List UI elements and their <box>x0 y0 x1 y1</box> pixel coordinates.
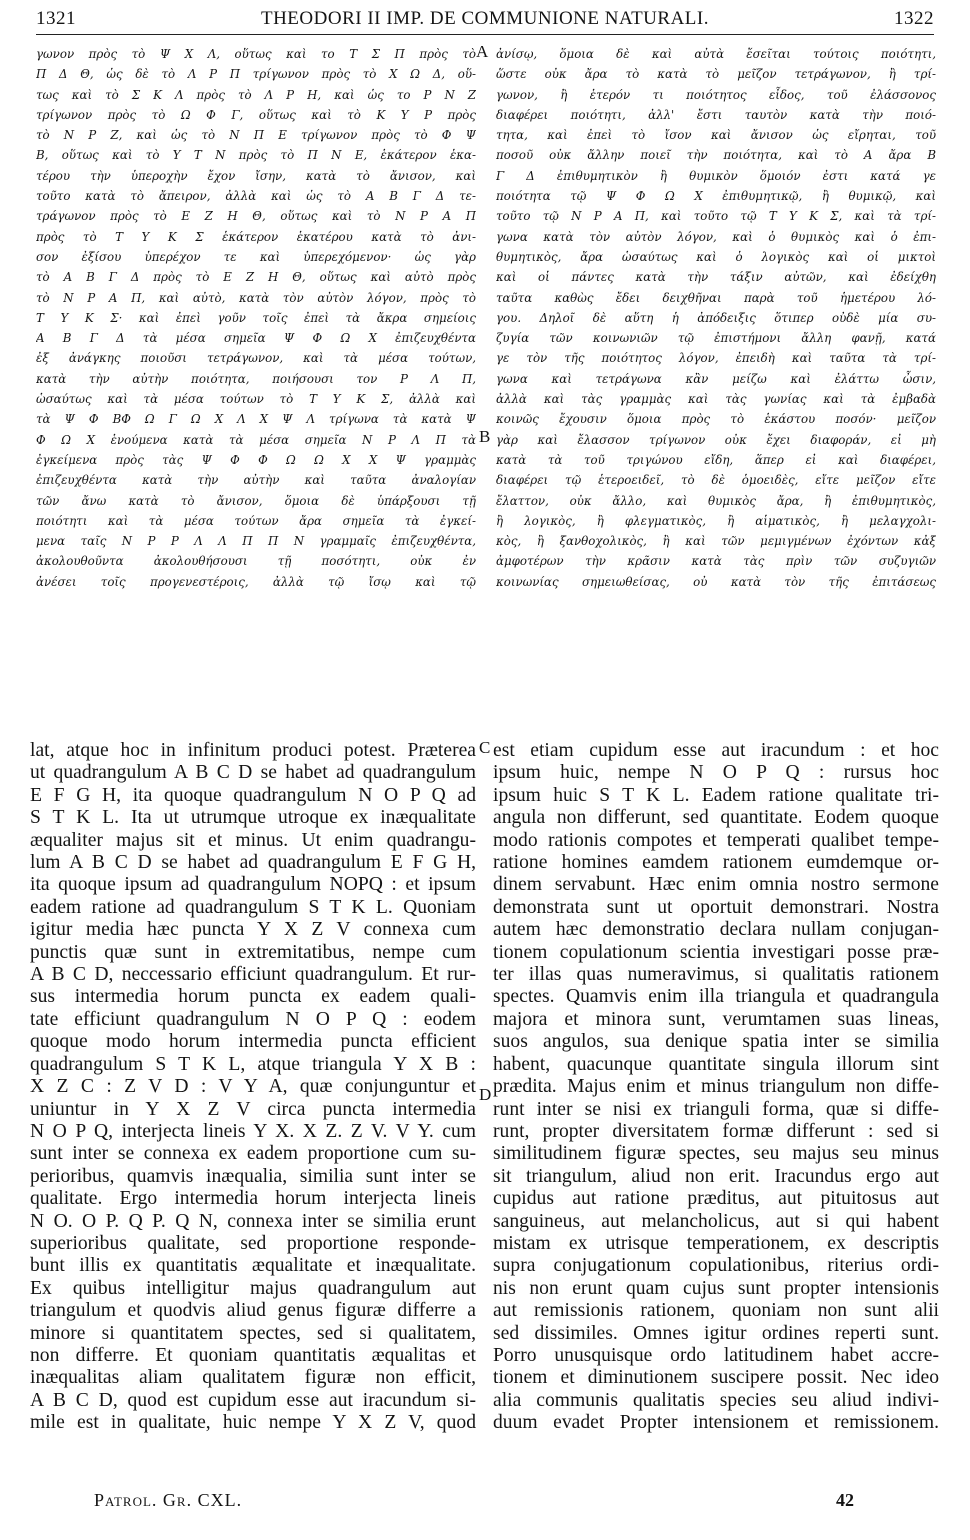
latin-line: A B C D, neccessario efficiunt quadrangulum. Et rur- <box>30 964 476 986</box>
latin-line: non differre. Et quoniam quantitatis æqualitas et <box>30 1344 476 1366</box>
greek-line: ἀκολουθοῦντα ἀκολουθήσουσι τῇ ποσότητι, οὐκ ἐν <box>36 554 476 569</box>
latin-line: angula non differunt, sed quantitate. Eodem quoque <box>493 807 939 829</box>
latin-line: autem hæc demonstratio declara nullam conjugan- <box>493 919 939 941</box>
latin-line: lat, atque hoc in infinitum produci potest. Præterea <box>30 740 476 761</box>
latin-column-right <box>493 740 939 1475</box>
latin-line: A B C D, quod est cupidum esse aut iracundum si- <box>30 1389 476 1411</box>
greek-line: τητα, καὶ ἐπεὶ τὸ ἴσον καὶ ἄνισον ὡς εἴρηται, τοῦ <box>496 128 936 143</box>
greek-line: Π Δ Θ, ὡς δὲ τὸ Λ Ρ Π τρίγωνον πρὸς τὸ Χ Ω Δ, οὕ- <box>36 67 476 82</box>
greek-line: γὰρ καὶ ἔλασσον τρίγωνον οὐκ ἔχει διαφοράν, εἰ μὴ <box>496 432 936 447</box>
greek-line: τοῦτο κατὰ τὸ ἄπειρον, ἀλλὰ καὶ ὡς τὸ Α Β Γ Δ τε- <box>36 189 476 204</box>
latin-line: tionem et diminutionem suscipere possit. Nec ideo <box>493 1367 939 1389</box>
greek-line: τέρου τὴν ὑπεροχὴν ἔχον ἴσην, κατὰ τὸ ἄνισον, καὶ <box>36 168 476 183</box>
greek-line: ποσοῦ οὐκ ἄλλην ποιεῖ τὴν ποιότητα, καὶ τὸ Α ἄρα Β <box>496 148 936 163</box>
latin-line: tate efficiunt quadrangulum N O P Q : eodem <box>30 1008 476 1030</box>
latin-line: æqualiter majus sit et minus. Ut enim quadrangu- <box>30 829 476 851</box>
latin-line: minore si quantitatem spectes, sed si qualitatem, <box>30 1322 476 1344</box>
latin-line: majora et minora sunt, verumtamen suas lineas, <box>493 1008 939 1030</box>
latin-line: habent, quacunque quantitate singula illorum sint <box>493 1053 939 1075</box>
latin-line: duum evadet Propter intensionem et remissionem. <box>493 1412 939 1434</box>
greek-column-right <box>496 44 936 704</box>
section-marker-d: D <box>479 1085 492 1104</box>
latin-line: suos angulos, sua denique spatia inter se similia <box>493 1031 939 1053</box>
greek-line: ἀνέσει τοῖς προγενεστέροις, ἀλλὰ τῷ ἴσῳ καὶ τῷ <box>36 574 476 589</box>
latin-line: supra conjugationum copulationibus, riterius ordi- <box>493 1255 939 1277</box>
latin-line: lum A B C D se habet ad quadrangulum E F G H, <box>30 852 476 874</box>
signature-mark: Patrol. Gr. CXL. <box>94 1490 243 1510</box>
greek-line: καὶ οἱ πάντες κατὰ τὴν τάξιν αὐτῶν, καὶ ἐδείχθη <box>496 270 936 285</box>
latin-line: alia communis qualitatis species seu aliud indivi- <box>493 1389 939 1411</box>
latin-line: sunt inter se connexa ex eadem proportione cum su- <box>30 1143 476 1165</box>
latin-line: ipsum huic, nempe N O P Q : rursus hoc <box>493 762 939 784</box>
greek-line: τράγωνον πρὸς τὸ Ε Ζ Η Θ, οὕτως καὶ τὸ Ν Ρ Α Π <box>36 209 476 224</box>
greek-line: κοινωνίας σημειωθείσας, οὐ κατὰ τὸν τῆς ἐπιτάσεως <box>496 574 936 589</box>
latin-line: cupidus aut ratione præditus, aut pituitosus aut <box>493 1188 939 1210</box>
greek-line: ἀλλὰ καὶ τὰς γραμμὰς καὶ τὰς γωνίας καὶ τὰ ἐμβαδὰ <box>496 392 936 407</box>
latin-line: tionem copulationum scientia investigari posse præ- <box>493 941 939 963</box>
greek-line: Γ Δ ἐπιθυμητικὸν ἢ θυμικὸν ὅμοιόν ἐστι κατά γε <box>496 168 936 183</box>
section-marker-a: A <box>476 42 489 61</box>
latin-line: N O. O P. Q P. Q N, connexa inter se similia erunt <box>30 1210 476 1232</box>
latin-column-left <box>30 740 476 1475</box>
latin-line: igitur media hæc puncta Y X Z V connexa cum <box>30 919 476 941</box>
latin-line: ita quoque ipsum ad quadrangulum NOPQ : et ipsum <box>30 874 476 896</box>
greek-line: τῶν ἄνω κατὰ τὸ ἄνισον, ὅμοια δὲ ὑπάρξουσι τῇ <box>36 493 476 508</box>
greek-line: τὸ Α Β Γ Δ πρὸς τὸ Ε Ζ Η Θ, οὕτως καὶ αὐτὸ πρὸς <box>36 270 476 285</box>
latin-line: eadem ratione ad quadrangulum S T K L. Quoniam <box>30 896 476 918</box>
greek-line: κὸς, ἢ ξανθοχολικὸς, ἢ καὶ τῶν μεμιγμένων ἐχόντων κἀξ <box>496 534 936 549</box>
latin-line: modo rationis compotes et temperati qualibet tempe- <box>493 829 939 851</box>
greek-line: τως καὶ τὸ Σ Κ Λ πρὸς τὸ Λ Ρ Η, καὶ ὡς το Ρ Ν Ζ <box>36 87 476 102</box>
latin-line: sanguineus, aut melancholicus, aut si qui habent <box>493 1210 939 1232</box>
greek-line: διαφέρει τῷ ἑτεροειδεῖ, τὸ δὲ ὁμοειδὲς, εἴτε μεῖζον εἴτε <box>496 473 936 488</box>
page-number-right: 1322 <box>894 8 934 29</box>
greek-line: πρὸς τὸ Τ Υ Κ Σ ἑκάτερον ἑκατέρου κατὰ τὸ ἀνι- <box>36 229 476 244</box>
latin-line: N O P Q, interjecta lineis Y X. X Z. Z V. V Y. cum <box>30 1120 476 1142</box>
greek-line: κατὰ τὴν αὐτὴν ποιότητα, ποιήσουσι τον Ρ Λ Π, <box>36 371 476 386</box>
latin-line: Ex quibus intelligitur majus quadrangulum aut <box>30 1277 476 1299</box>
latin-line: spectes. Quamvis enim illa triangula et quadrangula <box>493 986 939 1008</box>
latin-line: demonstrata sunt ut oportuit demonstrari. Nostra <box>493 896 939 918</box>
latin-line: triangulum et quodvis aliud genus figuræ differre a <box>30 1300 476 1322</box>
greek-line: τὰ Ψ Φ ΒΦ Ω Γ Ω Χ Λ Χ Ψ Λ τρίγωνα τὰ κατὰ Ψ <box>36 412 476 427</box>
greek-line: ἀμφοτέρων τὴν κρᾶσιν κατὰ τὰς πρὶν τῶν συζυγιῶν <box>496 554 936 569</box>
greek-line: τρίγωνον πρὸς τὸ Ω Φ Γ, οὕτως καὶ τὸ Κ Υ Ρ πρὸς <box>36 107 476 122</box>
greek-column-left <box>36 44 476 704</box>
latin-line: runt, propter diversitatem formæ differunt : sed si <box>493 1120 939 1142</box>
greek-line: γε τὸν τῆς ποιότητος λόγον, ἐπειδὴ καὶ ταῦτα τὰ τρί- <box>496 351 936 366</box>
greek-line: διαφέρει ποιότητι, ἀλλ' ἔστι ταυτὸν κατὰ τὴν ποιό- <box>496 107 936 122</box>
latin-line: S T K L. Ita ut utrumque utroque ex inæqualitate <box>30 807 476 829</box>
greek-line: Β, οὕτως καὶ τὸ Υ Τ Ν πρὸς τὸ Π Ν Ε, ἑκάτερον ἑκα- <box>36 148 476 163</box>
latin-line: Porro unusquisque ordo latitudinem habet accre- <box>493 1344 939 1366</box>
latin-line: ter illas quas numeravimus, si qualitatis rationem <box>493 964 939 986</box>
latin-line: superioribus qualitate, sed proportione responde- <box>30 1232 476 1254</box>
greek-line: τὸ Ν Ρ Α Π, καὶ αὐτὸ, κατὰ τὸν αὐτὸν λόγον, πρὸς τὸ <box>36 290 476 305</box>
latin-line: qualitate. Ergo intermedia horum interjecta lineis <box>30 1188 476 1210</box>
latin-line: dinem servabunt. Hæc enim omnia nostro sermone <box>493 874 939 896</box>
greek-line: κοινῶς ἔχουσιν ὅμοια πρὸς τὸ ἑκάστου ποσόν· μεῖζον <box>496 412 936 427</box>
latin-line: ratione homines eamdem rationem eumdemque or- <box>493 852 939 874</box>
latin-line: punctis quæ sunt in extremitatibus, nempe cum <box>30 941 476 963</box>
greek-line: ἐγκείμενα πρὸς τὰς Ψ Φ Φ Ω Ω Χ Χ Ψ γραμμὰς <box>36 452 476 467</box>
greek-line: Α Β Γ Δ τὰ μέσα σημεῖα Ψ Φ Ω Χ ἐπιζευχθέντα <box>36 331 476 346</box>
sheet-number: 42 <box>836 1490 854 1510</box>
greek-line: ὥστε οὐκ ἄρα τὸ κατὰ τὸ μεῖζον τετράγωνον, ἢ τρί- <box>496 67 936 82</box>
latin-line: aut remissionis rationem, quoniam non sunt alii <box>493 1300 939 1322</box>
page-number-left: 1321 <box>36 8 76 29</box>
latin-line: mile est in qualitate, huic nempe Y X Z V, quod <box>30 1412 476 1434</box>
latin-line: runt inter se nisi ex trianguli forma, quæ si diffe- <box>493 1098 939 1120</box>
latin-line: sit triangulum, aliud non erit. Iracundus ergo aut <box>493 1165 939 1187</box>
latin-line: sed dissimiles. Omnes igitur ordines reperti sunt. <box>493 1322 939 1344</box>
greek-line: γωνα κατὰ τὸν αὐτὸν λόγον, καὶ ὁ θυμικὸς καὶ ὁ ἐπι- <box>496 229 936 244</box>
latin-line: est etiam cupidum esse aut iracundum : et hoc <box>493 740 939 761</box>
running-title: THEODORI II IMP. DE COMMUNIONE NATURALI. <box>260 8 709 29</box>
latin-line: bunt illis ex quantitatis æqualitate et inæqualitate. <box>30 1255 476 1277</box>
greek-line: γωνον πρὸς τὸ Ψ Χ Λ, οὕτως καὶ το Τ Σ Π πρὸς τὸ <box>36 47 476 61</box>
latin-line: nis non erunt quam cujus sunt propter intensionis <box>493 1277 939 1299</box>
section-marker-b: B <box>479 427 491 446</box>
greek-line: ἀνίσῳ, ὅμοια δὲ καὶ αὐτὰ ἔσεῖται τούτοις ποιότητι, <box>496 47 936 61</box>
greek-line: ἐπιζευχθέντα κατὰ τὴν αὐτὴν καὶ ταῦτα ἀναλογίαν <box>36 473 476 488</box>
latin-line: inæqualitas aliam qualitatem figuræ non efficit, <box>30 1367 476 1389</box>
latin-line: uniuntur in Y X Z V circa puncta intermedia <box>30 1098 476 1120</box>
greek-line: ἔλαττον, οὐκ ἄλλο, καὶ θυμικὸς ἄρα, ἢ ἐπιθυμητικὸς, <box>496 493 936 508</box>
latin-line: mistam ex utrisque temperationem, ex descriptis <box>493 1232 939 1254</box>
greek-line: γωνα καὶ τετράγωνα κἂν μείζω καὶ ἐλάττω ὦσιν, <box>496 371 936 386</box>
greek-line: ποιότητα τῷ Ψ Φ Ω Χ ἐπιθυμητικῷ, ἢ θυμικῷ, καὶ <box>496 189 936 204</box>
greek-line: Φ Ω Χ ἑνούμενα κατὰ τὰ μέσα σημεῖα Ν Ρ Λ Π τὰ <box>36 432 476 447</box>
greek-line: ἢ λογικὸς, ἢ φλεγματικὸς, ἢ αἱματικὸς, ἢ μελαγχολι- <box>496 513 936 528</box>
greek-line: γωνον, ἢ ἑτερόν τι ποιότητος εἶδος, τοῦ ἐλάσσονος <box>496 87 936 102</box>
latin-line: E F G H, ita quoque quadrangulum N O P Q ad <box>30 784 476 806</box>
greek-line: σον ἐξίσου ὑπερέχον τε καὶ ὑπερεχόμενον· ὡς γὰρ <box>36 249 476 264</box>
latin-line: quoque modo horum intermedia puncta efficient <box>30 1031 476 1053</box>
greek-line: μενα ταῖς Ν Ρ Ρ Λ Λ Π Π Ν γραμμαῖς ἐπιζευχθέντα, <box>36 534 476 549</box>
greek-line: ποιότητι καὶ τὰ μέσα τούτων ἄρα σημεῖα τὰ ἐγκεί- <box>36 513 476 528</box>
latin-line: perioribus, quamvis inæqualia, similia sunt inter se <box>30 1165 476 1187</box>
latin-line: ut quadrangulum A B C D se habet ad quadrangulum <box>30 762 476 784</box>
greek-line: ὡσαύτως καὶ τὰ μέσα τούτων τὸ Τ Υ Κ Σ, ἀλλὰ καὶ <box>36 392 476 407</box>
greek-line: τοῦτο τῷ Ν Ρ Α Π, καὶ τοῦτο τῷ Τ Υ Κ Σ, καὶ τὰ τρί- <box>496 209 936 224</box>
latin-line: similitudinem figuræ spectes, seu majus seu minus <box>493 1143 939 1165</box>
header-rule <box>36 34 934 35</box>
latin-line: ipsum huic S T K L. Eadem ratione qualitate tri- <box>493 784 939 806</box>
greek-line: θυμητικὸς, ἄρα ὡσαύτως καὶ ὁ λογικὸς καὶ οἱ μικτοὶ <box>496 249 936 264</box>
running-header <box>36 8 934 34</box>
greek-line: ἐξ ἀνάγκης ποιοῦσι τετράγωνον, καὶ τὰ μέσα τούτων, <box>36 351 476 366</box>
greek-line: ζυγία τῶν κοινωνιῶν τῷ ἐπιστήμονι ἄλλη φανῇ, κατά <box>496 331 936 346</box>
greek-line: γου. Δηλοῖ δὲ αὕτη ἡ ἀπόδειξις ὅτιπερ οὐδὲ μία συ- <box>496 310 936 325</box>
greek-line: Τ Υ Κ Σ· καὶ ἐπεὶ γοῦν τοῖς ἐπεὶ τὰ ἄκρα σημείοις <box>36 310 476 325</box>
latin-line: quadrangulum S T K L, atque triangula Y X B : <box>30 1053 476 1075</box>
latin-line: sus intermedia horum puncta ex eadem quali- <box>30 986 476 1008</box>
greek-line: κατὰ τὰ τοῦ τριγώνου εἴδη, ἅπερ εἰ καὶ διαφέρει, <box>496 452 936 467</box>
greek-line: τὸ Ν Ρ Ζ, καὶ ὡς τὸ Ν Π Ε τρίγωνον πρὸς τὸ Φ Ψ <box>36 128 476 143</box>
greek-line: ταῦτα καθὼς ἔδει δειχθῆναι παρὰ τοῦ ἡμετέρου λό- <box>496 290 936 305</box>
latin-line: X Z C : Z V D : V Y A, quæ conjunguntur et <box>30 1076 476 1098</box>
section-marker-c: C <box>479 738 491 757</box>
latin-line: prædita. Majus enim et minus triangulum non diffe- <box>493 1076 939 1098</box>
page-footer <box>36 1490 934 1516</box>
